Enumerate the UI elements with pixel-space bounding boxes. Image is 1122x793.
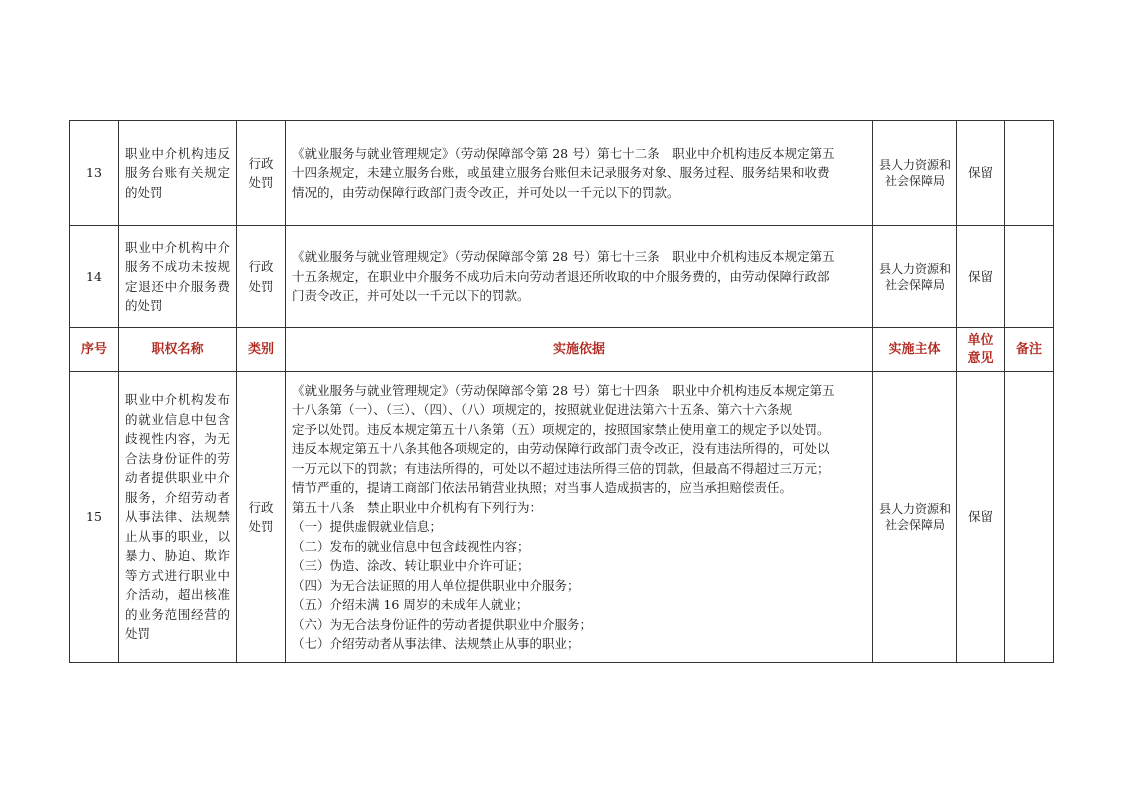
basis-line: 十四条规定，未建立服务台账，或虽建立服务台账但未记录服务对象、服务过程、服务结果和收费 bbox=[292, 165, 830, 181]
implementing-subject: 县人力资源和社会保障局 bbox=[873, 372, 957, 663]
basis-line: 《就业服务与就业管理规定》（劳动保障部令第 28 号）第七十二条 职业中介机构违反本规定第五 bbox=[292, 145, 835, 161]
authority-name: 职业中介机构发布的就业信息中包含歧视性内容，为无合法身份证件的劳动者提供职业中介服务，介绍劳动者从事法律、法规禁止从事的职业，以暴力、胁迫、欺诈等方式进行职业中介活动，超出核准的业务范围经营的处罚 bbox=[119, 372, 237, 663]
implementation-basis bbox=[286, 226, 873, 328]
table-row bbox=[70, 226, 1054, 328]
header-remark: 备注 bbox=[1005, 328, 1054, 372]
basis-line: 情况的，由劳动保障行政部门责令改正，并可处以一千元以下的罚款。 bbox=[292, 184, 680, 200]
row-index: 13 bbox=[70, 121, 119, 226]
authority-category: 行政处罚 bbox=[237, 121, 286, 226]
authority-name: 职业中介机构违反服务台账有关规定的处罚 bbox=[119, 121, 237, 226]
header-basis: 实施依据 bbox=[286, 328, 873, 372]
header-subject: 实施主体 bbox=[873, 328, 957, 372]
header-opinion: 单位意见 bbox=[957, 328, 1005, 372]
header-name: 职权名称 bbox=[119, 328, 237, 372]
table-row bbox=[70, 372, 1054, 663]
remark bbox=[1005, 226, 1054, 328]
implementing-subject: 县人力资源和社会保障局 bbox=[873, 121, 957, 226]
implementation-basis bbox=[286, 121, 873, 226]
basis-line: （四）为无合法证照的用人单位提供职业中介服务； bbox=[292, 577, 580, 593]
basis-line: （七）介绍劳动者从事法律、法规禁止从事的职业； bbox=[292, 636, 580, 651]
row-index: 15 bbox=[70, 372, 119, 663]
basis-line: （二）发布的就业信息中包含歧视性内容； bbox=[292, 538, 530, 554]
basis-line: （一）提供虚假就业信息； bbox=[292, 519, 443, 534]
basis-line: 一万元以下的罚款；有违法所得的，可处以不超过违法所得三倍的罚款，但最高不得超过三万元； bbox=[292, 460, 830, 476]
header-category: 类别 bbox=[237, 328, 286, 372]
basis-line: 《就业服务与就业管理规定》（劳动保障部令第 28 号）第七十四条 职业中介机构违反本规定第五 bbox=[292, 382, 835, 398]
basis-line: 违反本规定第五十八条其他各项规定的，由劳动保障行政部门责令改正，没有违法所得的，可处以 bbox=[292, 441, 830, 456]
basis-line: 《就业服务与就业管理规定》（劳动保障部令第 28 号）第七十三条 职业中介机构违反本规定第五 bbox=[292, 249, 835, 265]
basis-line: 十八条第（一）、（三）、（四）、（八）项规定的，按照就业促进法第六十五条、第六十六条规 bbox=[292, 402, 793, 417]
authority-table bbox=[69, 120, 1054, 663]
implementing-subject: 县人力资源和社会保障局 bbox=[873, 226, 957, 328]
authority-category: 行政处罚 bbox=[237, 226, 286, 328]
basis-line: 十五条规定，在职业中介服务不成功后未向劳动者退还所收取的中介服务费的，由劳动保障行政部 bbox=[292, 268, 830, 284]
basis-line: （六）为无合法身份证件的劳动者提供职业中介服务； bbox=[292, 616, 593, 632]
unit-opinion: 保留 bbox=[957, 226, 1005, 328]
basis-line: 情节严重的，提请工商部门依法吊销营业执照；对当事人造成损害的，应当承担赔偿责任。 bbox=[292, 480, 793, 495]
implementation-basis bbox=[286, 372, 873, 663]
unit-opinion: 保留 bbox=[957, 121, 1005, 226]
table-header-row bbox=[70, 328, 1054, 372]
basis-line: （三）伪造、涂改、转让职业中介许可证； bbox=[292, 558, 530, 573]
basis-line: （五）介绍未满 16 周岁的未成年人就业； bbox=[292, 597, 529, 612]
basis-line: 定予以处罚。违反本规定第五十八条第（五）项规定的，按照国家禁止使用童工的规定予以处罚。 bbox=[292, 421, 830, 437]
header-index: 序号 bbox=[70, 328, 119, 372]
table-row bbox=[70, 121, 1054, 226]
remark bbox=[1005, 121, 1054, 226]
authority-name: 职业中介机构中介服务不成功未按规定退还中介服务费的处罚 bbox=[119, 226, 237, 328]
remark bbox=[1005, 372, 1054, 663]
authority-category: 行政处罚 bbox=[237, 372, 286, 663]
basis-line: 门责令改正，并可处以一千元以下的罚款。 bbox=[292, 288, 530, 304]
basis-line: 第五十八条 禁止职业中介机构有下列行为： bbox=[292, 499, 543, 515]
row-index: 14 bbox=[70, 226, 119, 328]
unit-opinion: 保留 bbox=[957, 372, 1005, 663]
